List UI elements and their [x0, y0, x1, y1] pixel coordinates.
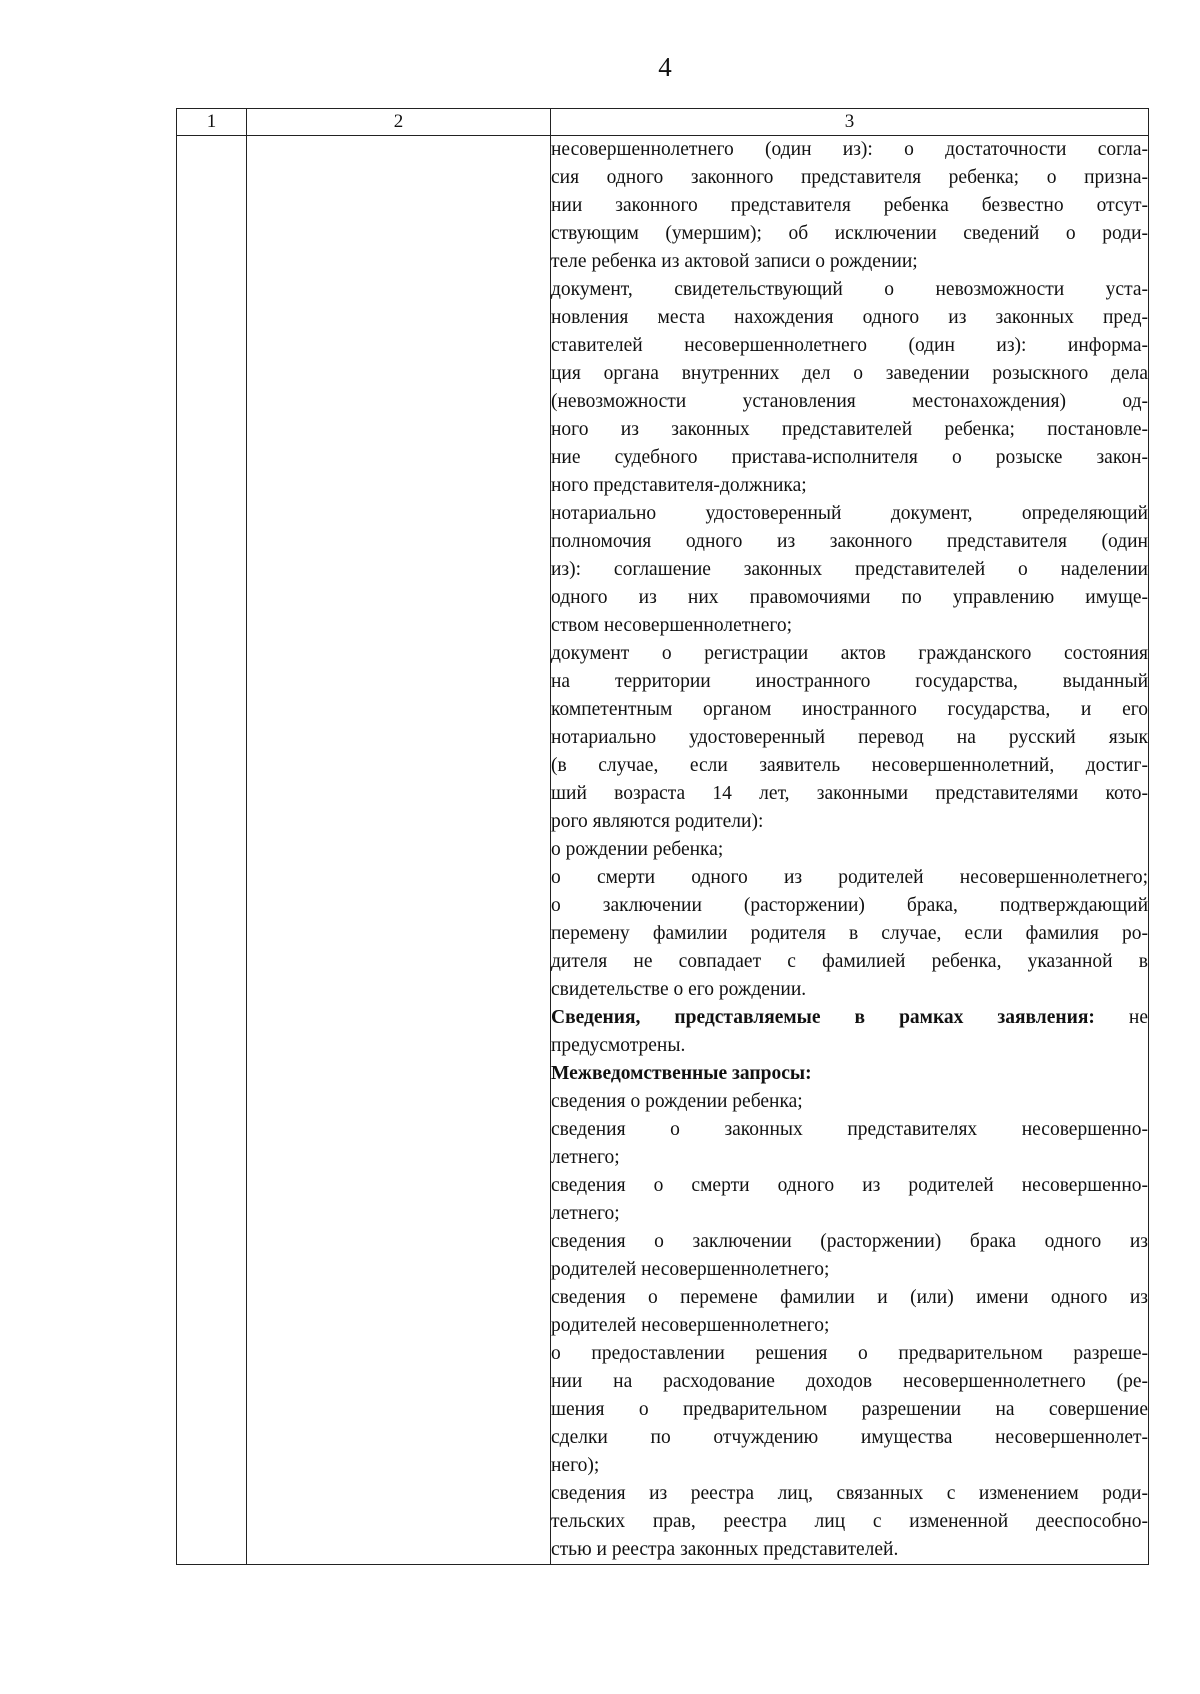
text-line: компетентным органом иностранного государства, и его	[551, 699, 1148, 720]
text-line: сведения о заключении (расторжении) брака одного из	[551, 1231, 1148, 1252]
text-line: полномочия одного из законного представителя (один	[551, 531, 1148, 552]
text-line: (в случае, если заявитель несовершеннолетний, достиг-	[551, 755, 1148, 776]
text-line: предусмотрены.	[551, 1035, 686, 1056]
text-line: ставителей несовершеннолетнего (один из): информа-	[551, 335, 1148, 356]
document-table	[176, 108, 1149, 1565]
text-line: ного представителя-должника;	[551, 475, 807, 496]
text-line: ствующим (умершим); об исключении сведений о роди-	[551, 223, 1148, 244]
text-line: дителя не совпадает с фамилией ребенка, указанной в	[551, 951, 1148, 972]
text-line: ние судебного пристава-исполнителя о розыске закон-	[551, 447, 1148, 468]
text-line: шения о предварительном разрешении на совершение	[551, 1399, 1148, 1420]
section-heading-tail: не	[1094, 1007, 1148, 1028]
text-line: новления места нахождения одного из законных пред-	[551, 307, 1148, 328]
text-line: родителей несовершеннолетнего;	[551, 1315, 830, 1336]
text-line: сделки по отчуждению имущества несовершеннолет-	[551, 1427, 1148, 1448]
text-line: сведения о законных представителях несовершенно-	[551, 1119, 1148, 1140]
text-line: ция органа внутренних дел о заведении розыскного дела	[551, 363, 1148, 384]
table-header-row	[177, 109, 1149, 136]
text-line: из): соглашение законных представителей о наделении	[551, 559, 1148, 580]
text-line: летнего;	[551, 1203, 620, 1224]
text-line: одного из них правомочиями по управлению имуще-	[551, 587, 1148, 608]
text-line: сведения о смерти одного из родителей несовершенно-	[551, 1175, 1148, 1196]
text-line: нотариально удостоверенный перевод на русский язык	[551, 727, 1148, 748]
page-number: 4	[658, 52, 672, 82]
text-line: о рождении ребенка;	[551, 839, 724, 860]
text-line: сия одного законного представителя ребенка; о призна-	[551, 167, 1148, 188]
cell-col-1	[177, 136, 247, 1565]
text-line: несовершеннолетнего (один из): о достаточности согла-	[551, 139, 1148, 160]
text-line: теле ребенка из актовой записи о рождении;	[551, 251, 918, 272]
text-line: о предоставлении решения о предварительном разреше-	[551, 1343, 1148, 1364]
cell-col-3	[551, 136, 1149, 1565]
text-line: летнего;	[551, 1147, 620, 1168]
text-line: сведения о перемене фамилии и (или) имени одного из	[551, 1287, 1148, 1308]
text-line: нотариально удостоверенный документ, определяющий	[551, 503, 1148, 524]
column-header-1: 1	[177, 109, 247, 136]
text-line: на территории иностранного государства, выданный	[551, 671, 1148, 692]
text-line: о смерти одного из родителей несовершеннолетнего;	[551, 867, 1148, 888]
text-line: сведения о рождении ребенка;	[551, 1091, 803, 1112]
cell-col-2	[247, 136, 551, 1565]
text-line: нии законного представителя ребенка безвестно отсут-	[551, 195, 1148, 216]
text-line: перемену фамилии родителя в случае, если фамилия ро-	[551, 923, 1148, 944]
text-line: тельских прав, реестра лиц с измененной дееспособно-	[551, 1511, 1148, 1532]
section-heading-line	[551, 1004, 1148, 1032]
section-heading-interagency-requests: Межведомственные запросы:	[551, 1063, 812, 1084]
text-line: (невозможности установления местонахождения) од-	[551, 391, 1148, 412]
column-header-2: 2	[247, 109, 551, 136]
text-line: свидетельстве о его рождении.	[551, 979, 807, 1000]
column-header-3: 3	[551, 109, 1149, 136]
text-line: ший возраста 14 лет, законными представителями кото-	[551, 783, 1148, 804]
section-heading-provided-info: Сведения, представляемые в рамках заявления:	[551, 1007, 1095, 1028]
text-line: сведения из реестра лиц, связанных с изменением роди-	[551, 1483, 1148, 1504]
text-line: нии на расходование доходов несовершеннолетнего (ре-	[551, 1371, 1148, 1392]
document-text-block-1	[551, 136, 1148, 1004]
text-line: рого являются родители):	[551, 811, 764, 832]
text-line: о заключении (расторжении) брака, подтверждающий	[551, 895, 1148, 916]
text-line: ством несовершеннолетнего;	[551, 615, 793, 636]
text-line: документ, свидетельствующий о невозможности уста-	[551, 279, 1148, 300]
text-line: документ о регистрации актов гражданского состояния	[551, 643, 1148, 664]
text-line: родителей несовершеннолетнего;	[551, 1259, 830, 1280]
text-line: ного из законных представителей ребенка; постановле-	[551, 419, 1148, 440]
document-text-block-2	[551, 1088, 1148, 1564]
table-row	[177, 136, 1149, 1565]
text-line: стью и реестра законных представителей.	[551, 1539, 899, 1560]
text-line: него);	[551, 1455, 600, 1476]
